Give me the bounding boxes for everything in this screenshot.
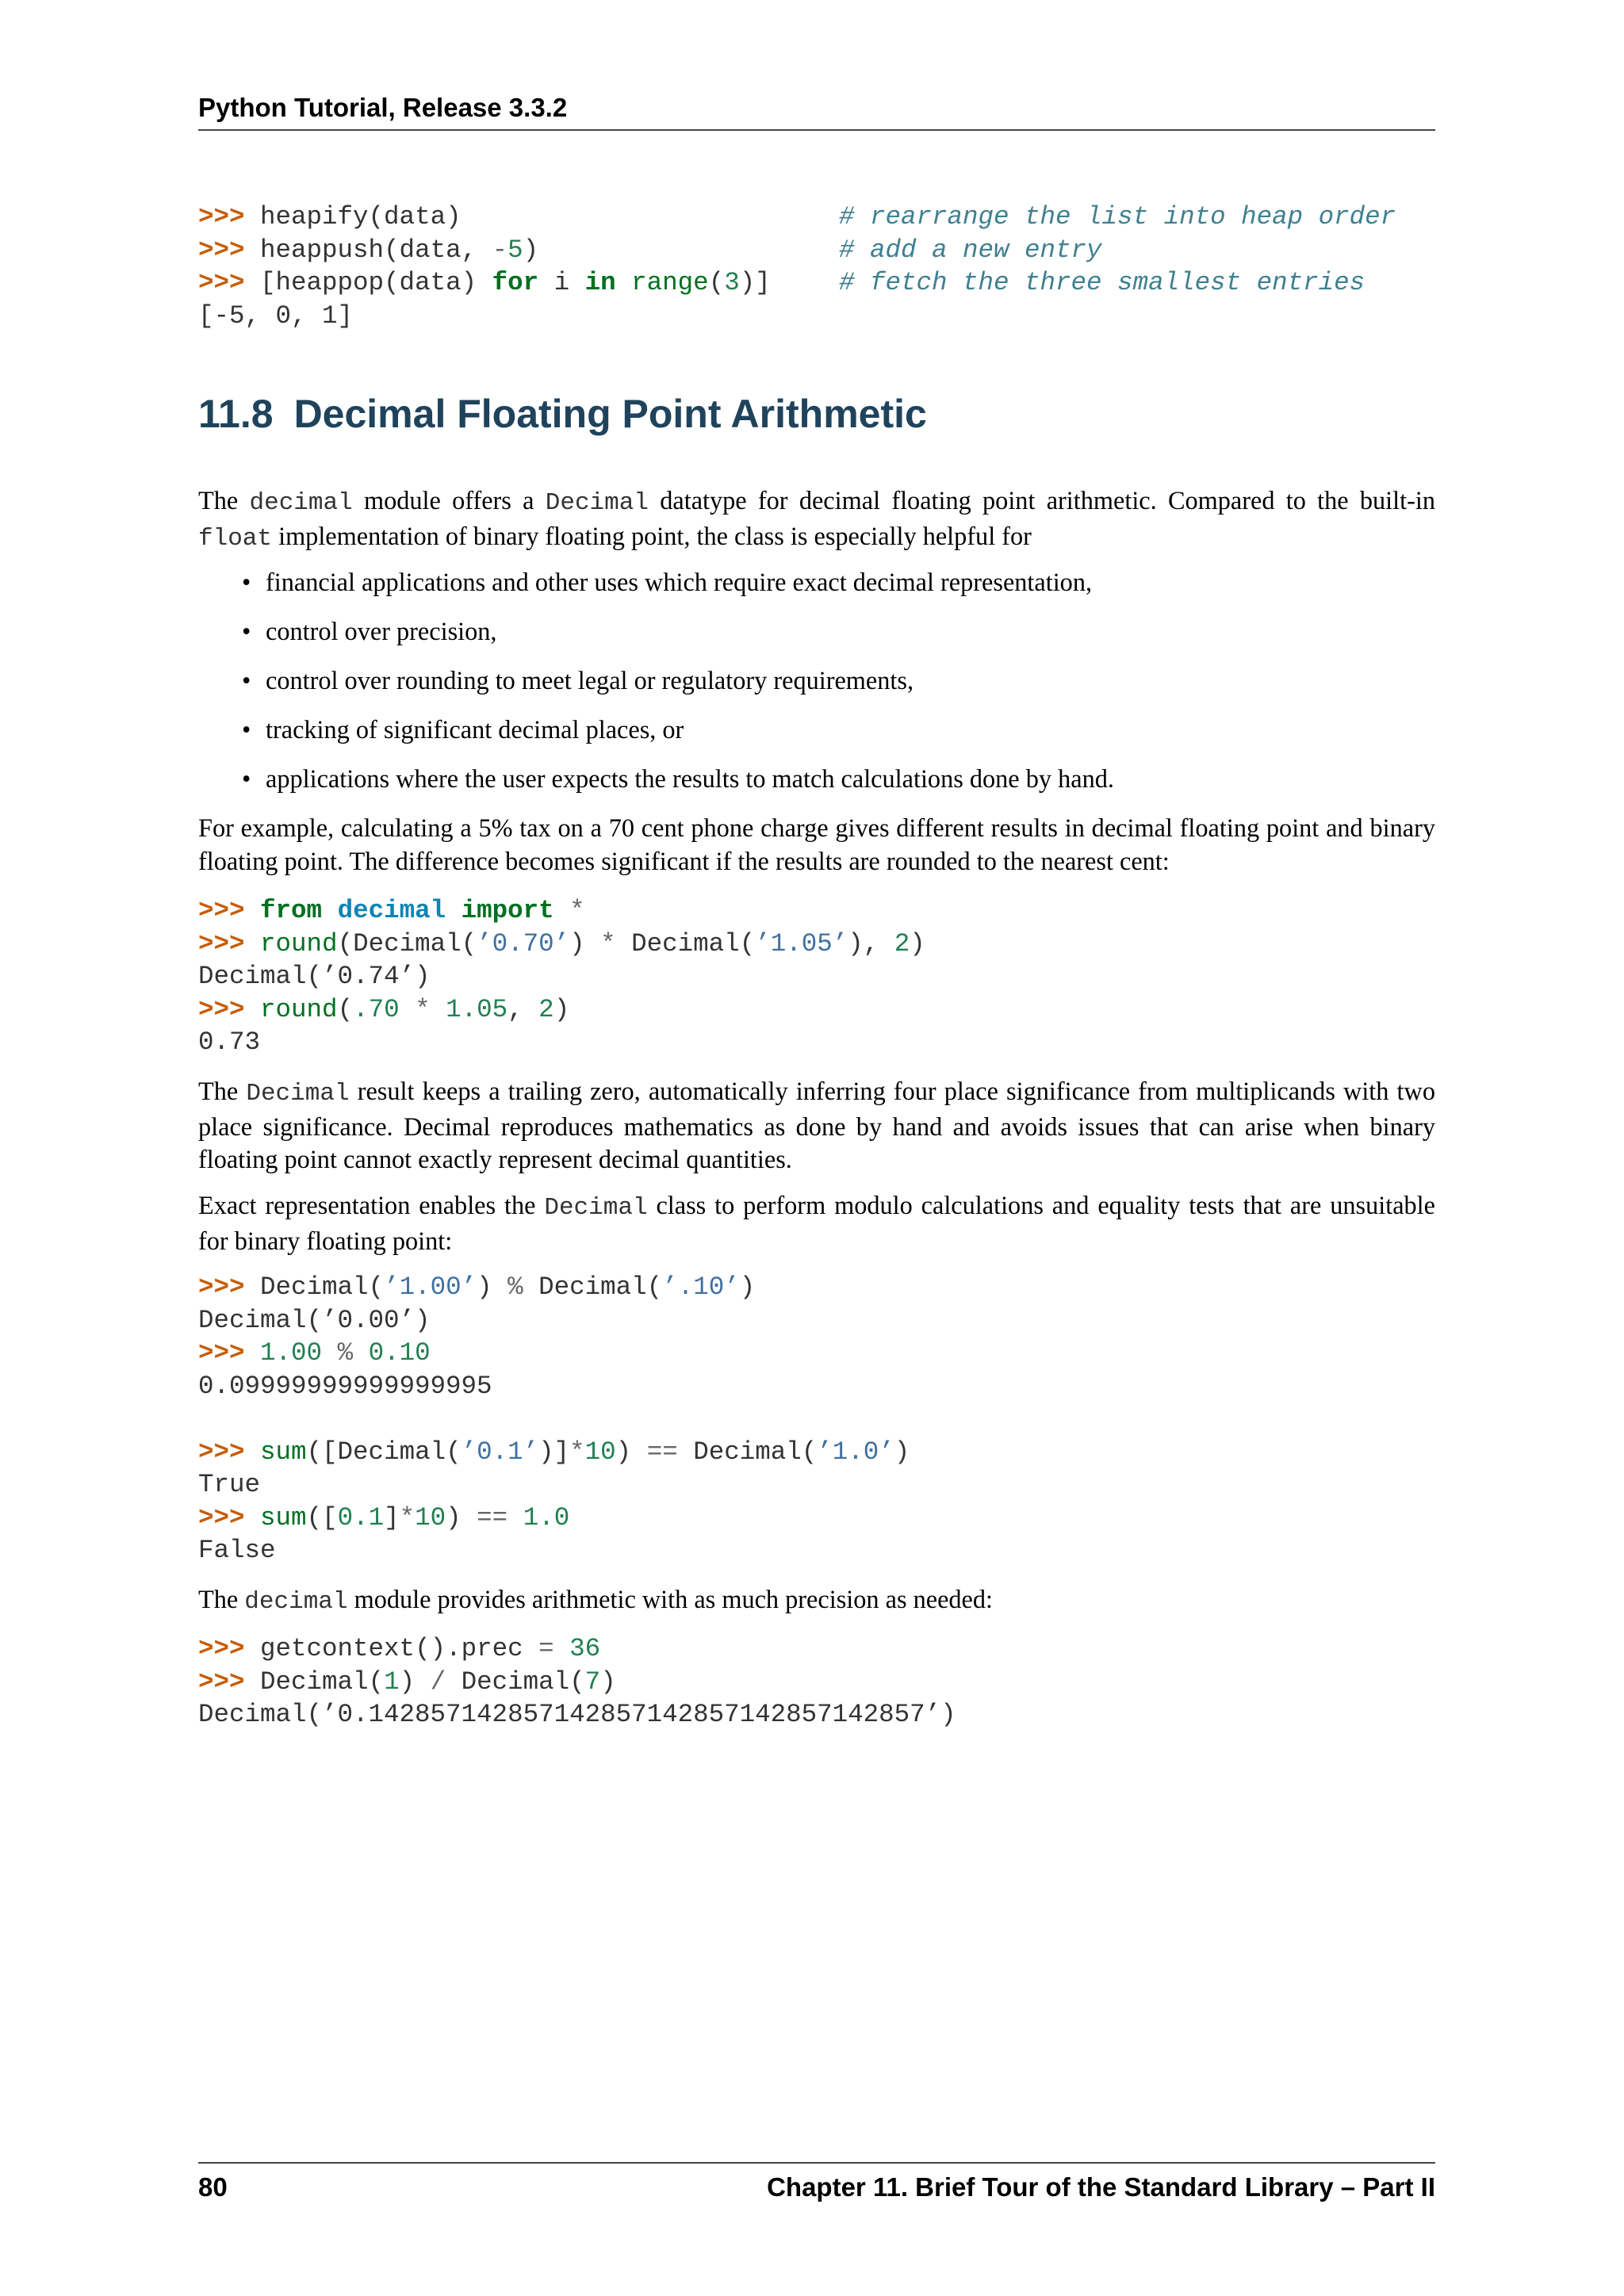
- code-number: .70: [353, 994, 400, 1024]
- code-keyword: from: [260, 896, 323, 925]
- running-header: Python Tutorial, Release 3.3.2: [198, 93, 568, 122]
- code-line: [198, 1666, 1435, 1699]
- code-output: True: [198, 1470, 261, 1499]
- code-output: Decimal(’0.00’): [198, 1305, 431, 1335]
- code-number: 3: [724, 268, 740, 297]
- code-text: ): [569, 928, 601, 959]
- code-operator: /: [430, 1667, 446, 1697]
- blank-line: [198, 1402, 1435, 1436]
- text: module provides arithmetic with as much precision as needed:: [347, 1585, 994, 1613]
- list-item-text: control over rounding to meet legal or regulatory requirements,: [266, 666, 914, 695]
- inline-code: decimal: [249, 489, 353, 517]
- code-text: ): [615, 1437, 632, 1467]
- code-operator: *: [415, 994, 431, 1024]
- code-text: (: [337, 994, 354, 1024]
- list-item-text: applications where the user expects the results to match calculations done by hand.: [266, 764, 1114, 793]
- code-builtin: range: [631, 268, 709, 297]
- code-text: ([: [306, 1502, 338, 1533]
- code-text: Decimal(: [260, 1667, 385, 1697]
- code-string: ’1.00’: [384, 1272, 477, 1302]
- bullet-marker: •: [242, 617, 251, 645]
- code-builtin: sum: [260, 1502, 307, 1533]
- code-output: Decimal(’0.74’): [198, 962, 431, 991]
- code-block-heapq: [198, 201, 1435, 332]
- prompt: >>>: [198, 896, 245, 925]
- intro-paragraph: [198, 484, 1435, 555]
- code-number: 10: [415, 1502, 446, 1533]
- code-text: Decimal(: [538, 1272, 663, 1302]
- code-operator: *: [399, 1502, 416, 1533]
- code-text: (Decimal(: [337, 928, 477, 959]
- code-text: ): [910, 928, 925, 959]
- code-output: 0.09999999999999995: [198, 1371, 492, 1401]
- prompt: >>>: [198, 1437, 245, 1467]
- code-line: [198, 928, 1435, 961]
- prompt: >>>: [198, 1667, 245, 1697]
- code-line: [198, 1436, 1435, 1469]
- code-comment: # add a new entry: [839, 235, 1102, 265]
- code-text: ,: [508, 994, 539, 1024]
- bullet-marker: •: [242, 764, 251, 793]
- code-operator: -: [492, 235, 508, 265]
- text: Exact representation enables the: [198, 1191, 545, 1219]
- code-text: ): [739, 1272, 756, 1302]
- code-number: 1.00: [260, 1338, 323, 1368]
- code-text: heapify(data): [260, 202, 462, 232]
- code-number: 10: [584, 1437, 616, 1467]
- code-text: getcontext().prec: [260, 1634, 539, 1663]
- code-keyword: import: [461, 896, 554, 925]
- prompt: >>>: [198, 235, 245, 265]
- code-string: ’0.70’: [477, 928, 570, 959]
- code-text: ): [553, 994, 570, 1024]
- code-operator: ==: [646, 1437, 678, 1467]
- inline-code: decimal: [244, 1588, 348, 1616]
- code-string: ’1.05’: [755, 928, 848, 959]
- code-text: )]: [739, 268, 771, 297]
- code-text: ): [477, 1272, 492, 1302]
- code-block-modulo: [198, 1271, 1435, 1567]
- code-number: 2: [538, 994, 554, 1024]
- code-text: heappush(data,: [260, 235, 492, 265]
- prompt: >>>: [198, 1634, 245, 1663]
- code-text: Decimal(: [615, 928, 756, 959]
- code-block-round: [198, 894, 1435, 1059]
- code-keyword: for: [492, 268, 539, 297]
- prompt: >>>: [198, 268, 245, 297]
- list-item-text: tracking of significant decimal places, or: [266, 715, 684, 744]
- prompt: >>>: [198, 928, 245, 959]
- text: implementation of binary floating point, the class is especially helpful for: [272, 521, 1032, 550]
- code-line: [198, 1632, 1435, 1666]
- code-builtin: round: [260, 928, 338, 959]
- code-text: ): [446, 1502, 462, 1533]
- code-comment: # rearrange the list into heap order: [839, 202, 1396, 232]
- code-text: Decimal(: [693, 1437, 818, 1467]
- code-output: [-5, 0, 1]: [198, 300, 354, 331]
- code-number: 1: [384, 1667, 400, 1697]
- code-string: ’1.0’: [817, 1437, 894, 1467]
- code-line: [198, 1271, 1435, 1304]
- bullet-marker: •: [242, 715, 251, 744]
- code-text: ): [894, 1437, 910, 1467]
- text: module offers a: [352, 486, 546, 515]
- code-text: ),: [848, 928, 894, 959]
- code-text: ([Decimal(: [306, 1437, 462, 1467]
- code-line: [198, 1337, 1435, 1370]
- precision-paragraph: [198, 1583, 1435, 1619]
- prompt: >>>: [198, 1272, 245, 1302]
- section-heading: [198, 391, 927, 437]
- code-comment: # fetch the three smallest entries: [839, 268, 1365, 297]
- list-item-text: financial applications and other uses which require exact decimal representation,: [266, 568, 1093, 596]
- code-module: decimal: [337, 896, 446, 925]
- bullet-marker: •: [242, 666, 251, 695]
- list-item-text: control over precision,: [266, 617, 497, 645]
- footer-rule: [198, 2162, 1435, 2164]
- decimal-result-paragraph: [198, 1075, 1435, 1177]
- code-line: [198, 201, 1435, 234]
- code-operator: ==: [477, 1502, 508, 1533]
- code-line: >>> sum([0.1]*10) == 1.0: [198, 1502, 570, 1533]
- code-number: 5: [508, 235, 523, 265]
- code-text: (: [708, 268, 725, 297]
- code-line: [198, 234, 1435, 267]
- code-text: )]: [538, 1437, 570, 1467]
- code-number: 1.0: [523, 1502, 570, 1533]
- code-block-precision: [198, 1632, 1435, 1732]
- code-number: 36: [569, 1634, 601, 1663]
- code-number: 2: [894, 928, 910, 959]
- code-keyword: in: [584, 268, 616, 297]
- code-text: ): [399, 1667, 416, 1697]
- code-builtin: round: [260, 994, 338, 1024]
- header-rule: [198, 129, 1435, 131]
- example-paragraph: For example, calculating a 5% tax on a 70 cent phone charge gives different results in decimal floating point and binary floating point. The difference becomes significant if the results are rounded to the nearest cent:: [198, 813, 1435, 875]
- inline-code: Decimal: [545, 489, 649, 517]
- inline-code: Decimal: [246, 1080, 350, 1108]
- code-builtin: sum: [260, 1437, 307, 1467]
- code-text: Decimal(: [461, 1667, 585, 1697]
- page-number: 80: [198, 2172, 228, 2202]
- running-footer-chapter: Chapter 11. Brief Tour of the Standard Library – Part II: [767, 2172, 1435, 2202]
- code-string: ’.10’: [662, 1272, 740, 1302]
- code-string: ’0.1’: [461, 1437, 539, 1467]
- code-number: 0.1: [337, 1502, 385, 1533]
- code-text: i: [538, 268, 585, 297]
- code-number: 7: [584, 1667, 601, 1697]
- inline-code: Decimal: [544, 1194, 648, 1222]
- code-text: ): [523, 235, 539, 265]
- code-text: Decimal(: [260, 1272, 385, 1302]
- code-operator: =: [538, 1634, 554, 1663]
- code-number: 1.05: [446, 994, 508, 1024]
- code-text: [heappop(data): [260, 268, 492, 297]
- code-operator: *: [569, 896, 585, 925]
- text: The: [198, 1585, 245, 1613]
- code-operator: *: [569, 1437, 585, 1467]
- text: datatype for decimal floating point arithmetic. Compared to the built-in: [648, 486, 1435, 515]
- code-output: Decimal(’0.142857142857142857142857142857142857’): [198, 1700, 956, 1729]
- code-text: ): [600, 1667, 616, 1697]
- exact-representation-paragraph: [198, 1189, 1435, 1257]
- prompt: >>>: [198, 1502, 245, 1533]
- code-output: 0.73: [198, 1027, 261, 1057]
- code-operator: *: [600, 928, 616, 959]
- bullet-marker: •: [242, 568, 251, 596]
- section-number: 11.8: [198, 392, 274, 436]
- text: The: [198, 1077, 247, 1105]
- section-title: Decimal Floating Point Arithmetic: [293, 392, 927, 436]
- code-line: [198, 894, 1435, 928]
- prompt: >>>: [198, 994, 245, 1024]
- code-line: [198, 993, 1435, 1027]
- text: The: [198, 486, 250, 515]
- inline-code: float: [198, 524, 273, 553]
- code-number: 0.10: [368, 1338, 431, 1368]
- code-operator: %: [508, 1272, 523, 1302]
- code-line: [198, 266, 1435, 300]
- text: class to perform modulo calculations and equality tests that are unsuitable for binary floating point:: [198, 1191, 1435, 1255]
- code-output: False: [198, 1536, 276, 1565]
- prompt: >>>: [198, 202, 245, 232]
- prompt: >>>: [198, 1338, 245, 1368]
- text: result keeps a trailing zero, automatically inferring four place significance from multiplicands with two place significance. Decimal reproduces mathematics as done by hand and avoids issues that can arise when binary floating point cannot exactly represent decimal quantities.: [198, 1077, 1435, 1173]
- code-operator: %: [337, 1338, 354, 1368]
